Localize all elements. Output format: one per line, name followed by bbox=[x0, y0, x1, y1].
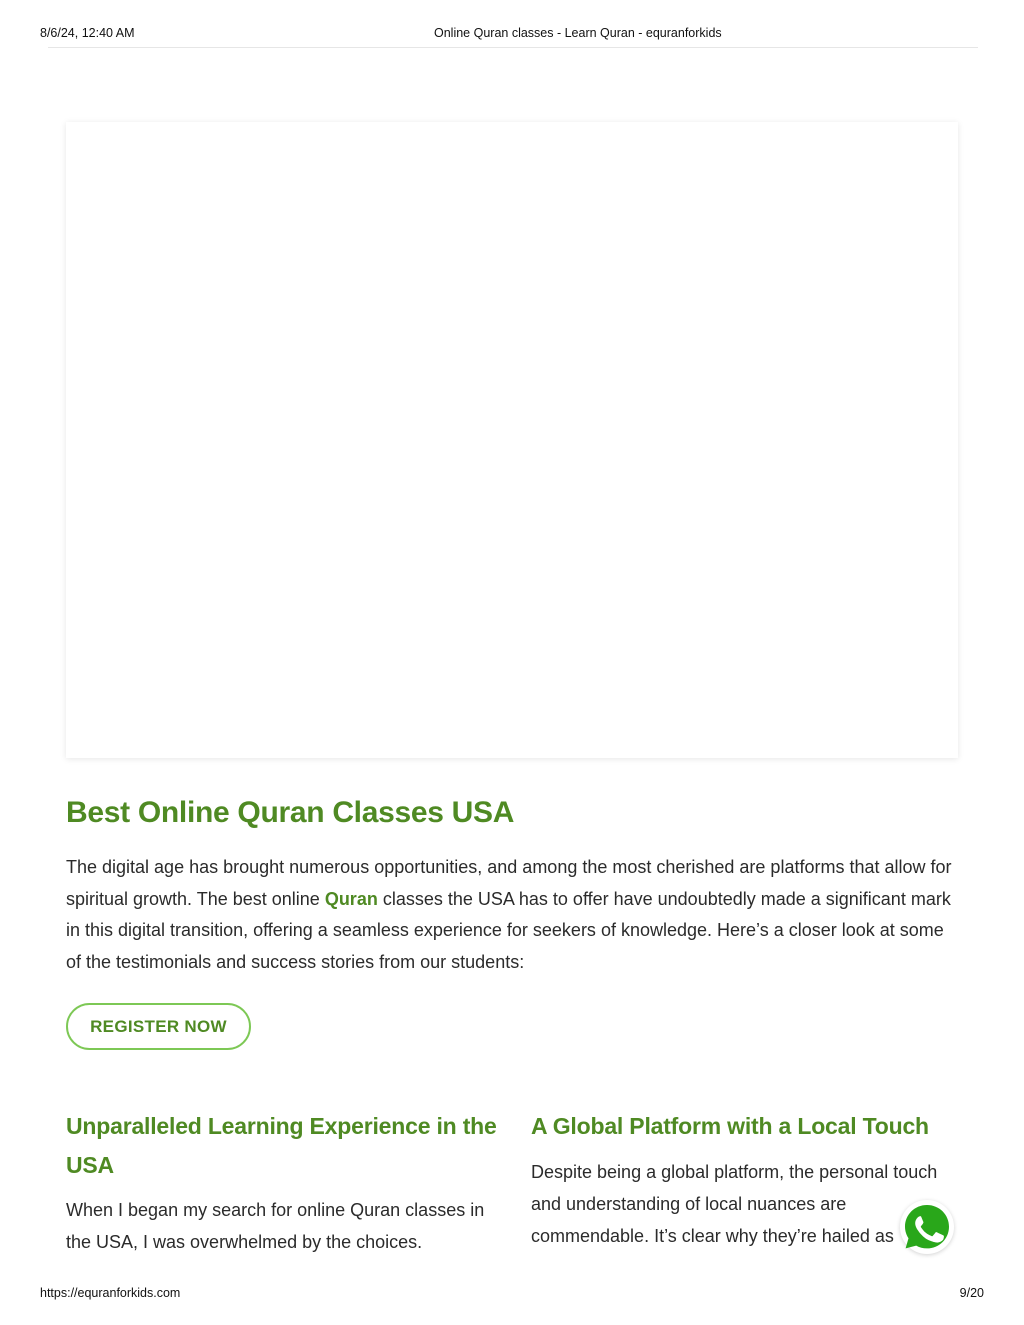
testimonial-text-right: Despite being a global platform, the personal touch and understanding of local nuances are commendable. It’s clear why they’re hailed as bbox=[531, 1162, 938, 1246]
whatsapp-chat-button[interactable] bbox=[900, 1200, 954, 1254]
testimonial-column-right bbox=[531, 1107, 961, 1252]
whatsapp-icon bbox=[902, 1202, 952, 1252]
quran-link[interactable]: Quran bbox=[324, 888, 378, 909]
testimonial-text-left: When I began my search for online Quran classes in the USA, I was overwhelmed by the choices. bbox=[66, 1200, 485, 1252]
page-number: 9/20 bbox=[959, 1286, 984, 1300]
register-now-button[interactable]: REGISTER NOW bbox=[66, 1003, 251, 1050]
intro-text-end: classes the USA has to offer have undoubtedly made a significant mark in this digital transition, offering a seamless experience for seekers of knowledge. Here’s a closer look at some of the testimonials and success stories from our students: bbox=[66, 888, 951, 972]
testimonial-heading-right: A Global Platform with a Local Touch bbox=[531, 1113, 929, 1139]
print-header bbox=[40, 26, 984, 40]
testimonial-column-left bbox=[66, 1107, 506, 1258]
print-page-title: Online Quran classes - Learn Quran - equranforkids bbox=[434, 26, 722, 40]
testimonial-heading-left: Unparalleled Learning Experience in the USA bbox=[66, 1113, 497, 1178]
intro-text-start: The digital age has brought numerous opportunities, and among the most cherished are platforms that allow for spiritual growth. The best online bbox=[66, 857, 952, 909]
section-heading: Best Online Quran Classes USA bbox=[66, 796, 515, 829]
print-footer bbox=[40, 1286, 984, 1300]
print-url: https://equranforkids.com bbox=[40, 1286, 181, 1300]
intro-paragraph bbox=[66, 852, 958, 978]
print-datetime: 8/6/24, 12:40 AM bbox=[40, 26, 135, 40]
header-divider bbox=[48, 47, 978, 48]
hero-media-placeholder bbox=[66, 122, 958, 758]
